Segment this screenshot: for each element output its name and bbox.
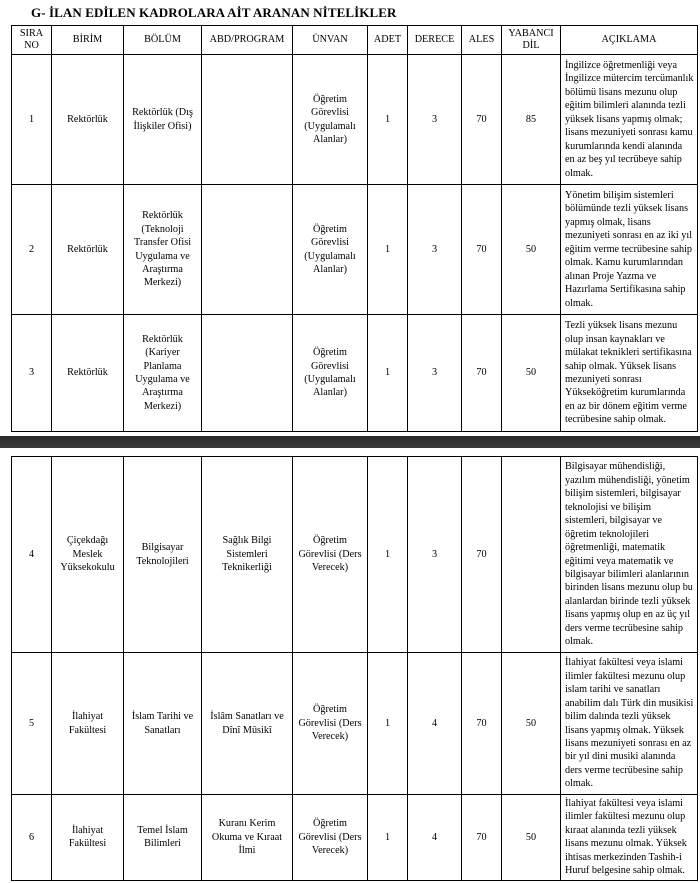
cell-adet: 1 (368, 55, 408, 185)
cell-no: 1 (12, 55, 52, 185)
cell-adet: 1 (368, 653, 408, 795)
cell-yabanci-dil: 50 (502, 795, 561, 881)
cell-abd: İslâm Sanatları ve Dînî Mûsikî (202, 653, 293, 795)
cell-ales: 70 (462, 795, 502, 881)
cell-abd: Kuranı Kerim Okuma ve Kıraat İlmi (202, 795, 293, 881)
cell-birim: İlahiyat Fakültesi (52, 795, 124, 881)
cell-ales: 70 (462, 55, 502, 185)
cell-bolum: Rektörlük (Teknoloji Transfer Ofisi Uygulama ve Araştırma Merkezi) (124, 185, 202, 315)
table-row (12, 653, 698, 795)
column-header-abd-program: ABD/PROGRAM (202, 26, 293, 55)
page-heading: G- İLAN EDİLEN KADROLARA AİT ARANAN NİTELİKLER (31, 5, 397, 20)
table-row (12, 55, 698, 185)
cell-no: 6 (12, 795, 52, 881)
cell-aciklama: İlahiyat fakültesi veya islami ilimler fakültesi mezunu olup kıraat alanında tezli yüksek lisans mezunu olmak. Yüksek ihtisas merkezinden Tashih-i Huruf belgesine sahip olmak. (561, 795, 698, 881)
column-header-ales: ALES (462, 26, 502, 55)
cell-birim: Rektörlük (52, 55, 124, 185)
cell-aciklama: İlahiyat fakültesi veya islami ilimler fakültesi mezunu olup islam tarihi ve sanatları anabilim dalı Türk din musikisi bilim dalında tezli yüksek lisans yapmış olmak. Yüksek lisans mezuniyeti sonrası en az bir yıl dini musiki alanında ders verme tecrübesine sahip olmak. (561, 653, 698, 795)
cell-derece: 4 (408, 653, 462, 795)
cell-birim: Rektörlük (52, 185, 124, 315)
cell-no: 4 (12, 457, 52, 653)
cell-yabanci-dil: 50 (502, 315, 561, 432)
column-header-adet: ADET (368, 26, 408, 55)
cell-birim: Rektörlük (52, 315, 124, 432)
cell-bolum: Temel İslam Bilimleri (124, 795, 202, 881)
cell-abd (202, 185, 293, 315)
cell-abd (202, 315, 293, 432)
cell-birim: Çiçekdağı Meslek Yüksekokulu (52, 457, 124, 653)
cell-adet: 1 (368, 185, 408, 315)
cell-ales: 70 (462, 653, 502, 795)
cell-ales: 70 (462, 185, 502, 315)
cell-unvan: Öğretim Görevlisi (Ders Verecek) (293, 653, 368, 795)
cell-yabanci-dil: 50 (502, 653, 561, 795)
table-row (12, 315, 698, 432)
column-header-unvan: ÜNVAN (293, 26, 368, 55)
column-header-yabanci-dil: YABANCI DİL (502, 26, 561, 55)
table-row (12, 457, 698, 653)
cell-no: 2 (12, 185, 52, 315)
cell-adet: 1 (368, 315, 408, 432)
cell-adet: 1 (368, 795, 408, 881)
cell-unvan: Öğretim Görevlisi (Uygulamalı Alanlar) (293, 55, 368, 185)
cell-unvan: Öğretim Görevlisi (Ders Verecek) (293, 795, 368, 881)
cell-abd (202, 55, 293, 185)
cell-no: 3 (12, 315, 52, 432)
cell-unvan: Öğretim Görevlisi (Uygulamalı Alanlar) (293, 185, 368, 315)
cell-bolum: Bilgisayar Teknolojileri (124, 457, 202, 653)
cell-derece: 4 (408, 795, 462, 881)
cell-derece: 3 (408, 315, 462, 432)
positions-table-bottom (11, 456, 698, 881)
cell-aciklama: Bilgisayar mühendisliği, yazılım mühendisliği, yönetim bilişim sistemleri, bilgisayar teknolojisi ve bilişim sistemleri, bilgisayar ve öğretim teknolojileri öğretmenliği, matematik eğitimi veya matematik ve bilgisayar bilimleri alanlarının birinden lisans mezunu olup bu alanlardan birinde tezli yüksek lisans yapmış olup en az üç yıl ders verme tecrübesine sahip olmak. (561, 457, 698, 653)
cell-abd: Sağlık Bilgi Sistemleri Teknikerliği (202, 457, 293, 653)
cell-unvan: Öğretim Görevlisi (Uygulamalı Alanlar) (293, 315, 368, 432)
cell-bolum: İslam Tarihi ve Sanatları (124, 653, 202, 795)
column-header-aciklama: AÇIKLAMA (561, 26, 698, 55)
positions-table-top (11, 25, 698, 432)
cell-yabanci-dil (502, 457, 561, 653)
column-header-derece: DERECE (408, 26, 462, 55)
table-header-row (12, 26, 698, 55)
column-header-birim: BİRİM (52, 26, 124, 55)
table-row (12, 795, 698, 881)
cell-birim: İlahiyat Fakültesi (52, 653, 124, 795)
cell-derece: 3 (408, 185, 462, 315)
cell-bolum: Rektörlük (Dış İlişkiler Ofisi) (124, 55, 202, 185)
cell-yabanci-dil: 50 (502, 185, 561, 315)
cell-no: 5 (12, 653, 52, 795)
cell-ales: 70 (462, 315, 502, 432)
table-row (12, 185, 698, 315)
cell-aciklama: Yönetim bilişim sistemleri bölümünde tezli yüksek lisans yapmış olmak, lisans mezuniyeti sonrası en az iki yıl eğitim verme tecrübesine sahip olmak. Kamu kurumlarından alınan Proje Yazma ve Hazırlama Sertifikasına sahip olmak. (561, 185, 698, 315)
cell-yabanci-dil: 85 (502, 55, 561, 185)
cell-adet: 1 (368, 457, 408, 653)
page-break-divider (0, 436, 700, 448)
cell-bolum: Rektörlük (Kariyer Planlama Uygulama ve Araştırma Merkezi) (124, 315, 202, 432)
column-header-bolum: BÖLÜM (124, 26, 202, 55)
cell-aciklama: Tezli yüksek lisans mezunu olup insan kaynakları ve mülakat teknikleri sertifikasına sahip olmak. Yüksek lisans mezuniyeti sonrası Yükseköğretim kurumlarında en az bir dönem eğitim verme tecrübesine sahip olmak. (561, 315, 698, 432)
column-header-sira-no: SIRA NO (12, 26, 52, 55)
cell-derece: 3 (408, 457, 462, 653)
cell-unvan: Öğretim Görevlisi (Ders Verecek) (293, 457, 368, 653)
cell-ales: 70 (462, 457, 502, 653)
cell-aciklama: İngilizce öğretmenliği veya İngilizce mütercim tercümanlık bölümü lisans mezunu olup eğitim bilimleri alanında tezli yüksek lisans yapmış olmak; lisans mezuniyeti sonrası kamu kurumlarında kendi alanında en az beş yıl tecrübeye sahip olmak. (561, 55, 698, 185)
cell-derece: 3 (408, 55, 462, 185)
